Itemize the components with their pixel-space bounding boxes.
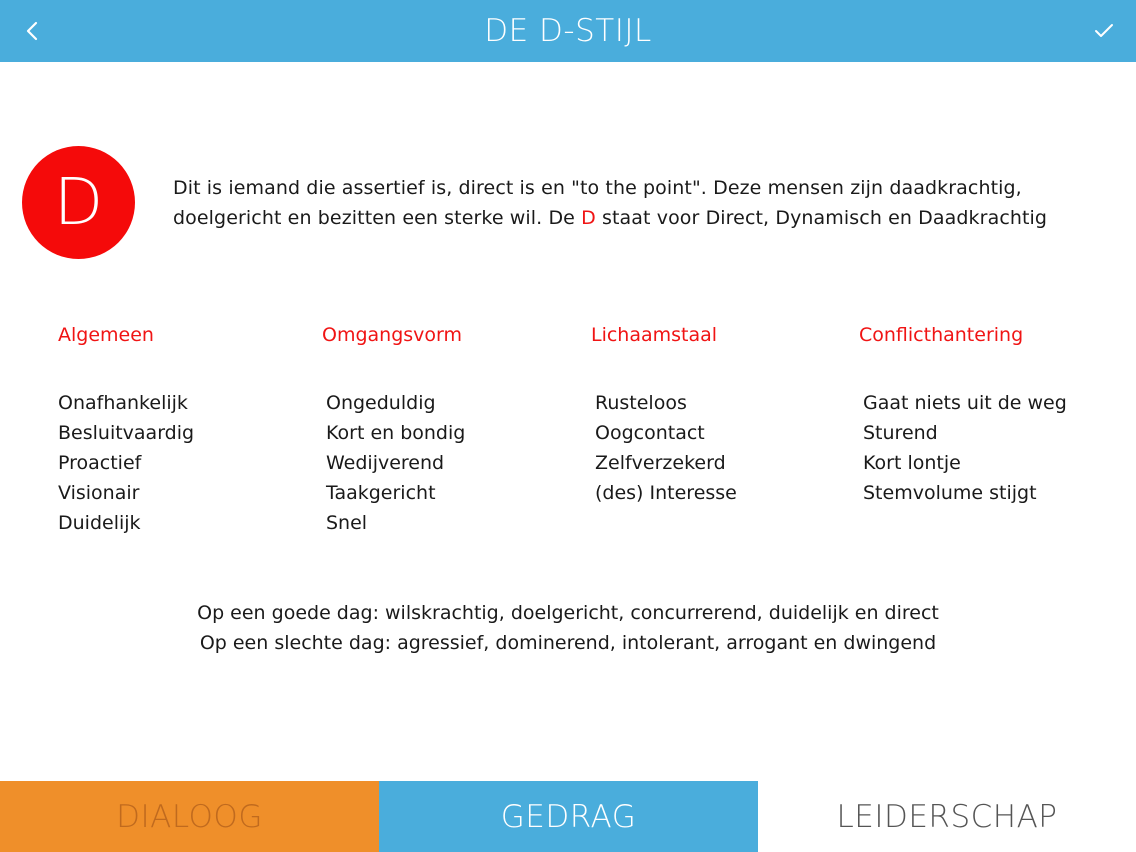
checkmark-icon xyxy=(1094,23,1114,39)
description-line-2-start: doelgericht en bezitten een sterke wil. De xyxy=(173,207,582,229)
list-item: Visionair xyxy=(58,482,140,504)
list-item: (des) Interesse xyxy=(595,482,737,504)
description-line-2 xyxy=(173,203,1113,233)
list-item: Onafhankelijk xyxy=(58,392,188,414)
column-heading: Omgangsvorm xyxy=(322,324,463,346)
list-item: Rusteloos xyxy=(595,392,687,414)
list-item: Taakgericht xyxy=(326,482,436,504)
list-item: Besluitvaardig xyxy=(58,422,195,444)
tab-dialoog[interactable]: DIALOOG xyxy=(0,781,379,852)
column-list xyxy=(58,388,318,538)
description-line-1: Dit is iemand die assertief is, direct is en "to the point". Deze mensen zijn daadkrachtig, xyxy=(173,177,1022,199)
top-navigation-bar xyxy=(0,0,1136,62)
column-heading: Lichaamstaal xyxy=(591,324,718,346)
list-item: Snel xyxy=(326,512,368,534)
style-badge-letter: D xyxy=(53,165,104,240)
column-omgangsvorm xyxy=(322,320,582,538)
style-badge xyxy=(22,146,135,259)
column-heading: Algemeen xyxy=(58,324,154,346)
list-item: Zelfverzekerd xyxy=(595,452,726,474)
column-lichaamstaal xyxy=(591,320,851,508)
description-line-2-end: staat voor Direct, Dynamisch en Daadkrachtig xyxy=(595,207,1048,229)
list-item: Sturend xyxy=(863,422,938,444)
bottom-tab-bar xyxy=(0,781,1136,852)
list-item: Gaat niets uit de weg xyxy=(863,392,1067,414)
description-highlight: D xyxy=(581,207,596,229)
column-algemeen xyxy=(58,320,318,538)
good-day-text: Op een goede dag: wilskrachtig, doelgericht, concurrerend, duidelijk en direct xyxy=(197,602,939,624)
list-item: Duidelijk xyxy=(58,512,141,534)
style-description xyxy=(173,173,1113,233)
column-list xyxy=(863,388,1119,508)
confirm-button[interactable] xyxy=(1086,12,1122,50)
tab-gedrag[interactable]: GEDRAG xyxy=(379,781,758,852)
column-list xyxy=(595,388,851,508)
list-item: Proactief xyxy=(58,452,142,474)
list-item: Ongeduldig xyxy=(326,392,436,414)
bad-day-text: Op een slechte dag: agressief, dominerend, intolerant, arrogant en dwingend xyxy=(199,632,937,654)
column-heading: Conflicthantering xyxy=(859,324,1024,346)
tab-leiderschap[interactable]: LEIDERSCHAP xyxy=(758,781,1136,852)
list-item: Kort lontje xyxy=(863,452,961,474)
list-item: Stemvolume stijgt xyxy=(863,482,1037,504)
list-item: Wedijverend xyxy=(326,452,445,474)
list-item: Oogcontact xyxy=(595,422,705,444)
list-item: Kort en bondig xyxy=(326,422,466,444)
column-conflicthantering xyxy=(859,320,1119,508)
day-summary xyxy=(0,598,1136,658)
page-title: DE D-STIJL xyxy=(484,13,652,49)
column-list xyxy=(326,388,582,538)
